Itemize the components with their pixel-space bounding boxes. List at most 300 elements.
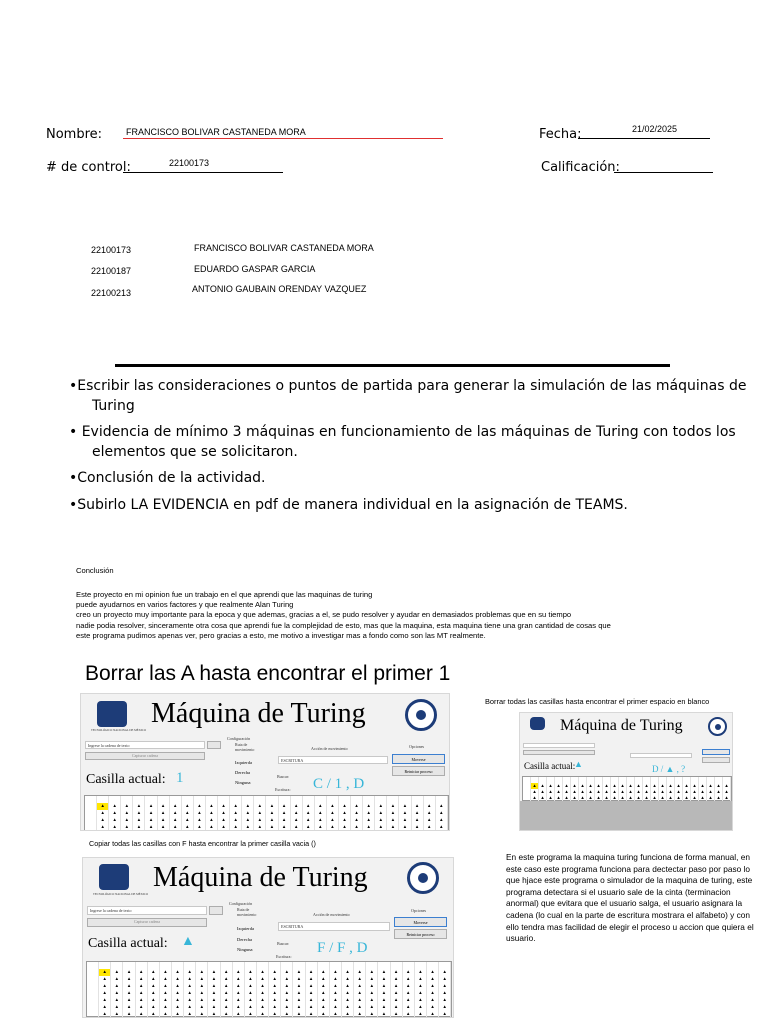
tape-cell [378,962,390,969]
member-id: 22100187 [91,266,132,276]
tape-cell: ▲ [363,817,375,824]
tape-cell: ▲ [184,990,196,997]
tape-cell: ▲ [707,789,715,795]
tape-cell: ▲ [563,795,571,801]
tape-cell: ▲ [269,997,281,1004]
tape-cell: ▲ [245,990,257,997]
tape-cell: ▲ [160,1004,172,1011]
radio-left[interactable]: Izquierda [235,760,252,765]
tape-cell: ▲ [412,803,424,810]
tape-cell: ▲ [99,983,111,990]
tape-cell: ▲ [218,803,230,810]
tape-cell: ▲ [403,997,415,1004]
tape-cell: ▲ [667,789,675,795]
buscar-label: Buscar: [277,774,290,779]
tape-cell: ▲ [339,810,351,817]
tape-cell: ▲ [327,810,339,817]
tape-cell: ▲ [206,824,218,831]
tape-cell: ▲ [109,810,121,817]
bullet-item: •Subirlo LA EVIDENCIA en pdf de manera individual en la asignación de TEAMS. [69,497,628,513]
tape-cell: ▲ [170,810,182,817]
tape-cell: ▲ [683,783,691,789]
tape-cell: ▲ [99,1011,111,1018]
tape-cell [221,962,233,969]
casilla-label: Casilla actual: [524,761,576,771]
tape-cell [293,962,305,969]
tape-cell: ▲ [111,976,123,983]
tecnm-logo [97,701,127,727]
tape-cell: ▲ [221,1011,233,1018]
tape-cell: ▲ [707,783,715,789]
tape-cell: ▲ [291,803,303,810]
tape-cell: ▲ [148,997,160,1004]
radio-right[interactable]: Derecha [235,770,250,775]
tape-cell: ▲ [399,803,411,810]
tape-cell: ▲ [221,983,233,990]
tape-cell: ▲ [303,817,315,824]
radio-left[interactable]: Izquierda [237,926,254,931]
tape-cell: ▲ [415,976,427,983]
tape-cell: ▲ [196,1011,208,1018]
tape-cell: ▲ [136,990,148,997]
tape-cell: ▲ [254,824,266,831]
tape-cell [266,796,278,803]
tape-cell: ▲ [121,817,133,824]
tape-cell: ▲ [342,1004,354,1011]
reset-button[interactable]: Reiniciar proceso [392,766,445,776]
tape-cell: ▲ [555,783,563,789]
tape-cell: ▲ [160,983,172,990]
tape-cell: ▲ [221,997,233,1004]
submit-button[interactable] [207,741,221,749]
tape-cell: ▲ [723,783,731,789]
action-select[interactable]: ESCRITURA [278,756,388,764]
capture-button[interactable] [523,750,595,755]
tape-cell [109,796,121,803]
tape-cell: ▲ [391,969,403,976]
tape-cell: ▲ [245,1004,257,1011]
tape-cell: ▲ [619,783,627,789]
tape-cell: ▲ [158,824,170,831]
tape-cell: ▲ [579,795,587,801]
tape-cell: ▲ [123,1011,135,1018]
tape-cell [170,796,182,803]
input-field[interactable]: Ingrese la cadena de texto [85,741,205,749]
action-label: Acción de movimiento [313,912,350,917]
tape-cell: ▲ [412,810,424,817]
options-label: Opciones [409,744,425,749]
radio-none[interactable]: Ninguna [237,947,253,952]
tape-cell: ▲ [571,789,579,795]
tape-cell: ▲ [327,824,339,831]
tape-cell: ▲ [715,789,723,795]
tape-cell: ▲ [109,817,121,824]
tape-cell: ▲ [218,824,230,831]
tape-cell: ▲ [145,803,157,810]
tape-cell: ▲ [266,810,278,817]
tape-cell: ▲ [218,810,230,817]
tape-cell: ▲ [182,817,194,824]
tape-cell: ▲ [245,983,257,990]
tape-cell [245,962,257,969]
tape-cell: ▲ [619,795,627,801]
tape-cell [133,796,145,803]
tape-cell: ▲ [363,824,375,831]
tape-cell: ▲ [221,990,233,997]
tape-cell [97,796,109,803]
tape-cell: ▲ [399,817,411,824]
tape-cell: ▲ [257,997,269,1004]
move-display: D / ▲ , ? [652,764,686,774]
tecnm-logo [99,864,129,890]
tape-cell: ▲ [424,817,436,824]
move-button[interactable]: Moverse [394,917,447,927]
tape-cell: ▲ [136,997,148,1004]
tape-cell: ▲ [291,824,303,831]
tape-cell: ▲ [196,976,208,983]
reset-button[interactable]: Reiniciar proceso [394,929,447,939]
tape-cell: ▲ [603,795,611,801]
tape-cell: ▲ [97,824,109,831]
tape-cell: ▲ [184,976,196,983]
tape-cell: ▲ [339,803,351,810]
description-text: En este programa la maquina turing funciona de forma manual, en este caso este programa funciona para dectectar paso por paso lo que hjace este programa o simulador de la maquina de turing, este programa detectara si el usuario sale de la cinta (terminacion anormal) que evitara que el usuario salga, el usuario asignara la cadena (lo cual en la parte de escritura mostrara el alfabeto) y con ello tendra mas facilidad de elegir el proceso u accion que quiera el usuario. [506,852,754,944]
tape-cell: ▲ [279,824,291,831]
tape-cell: ▲ [436,810,448,817]
tape-cell: ▲ [439,976,451,983]
tape-cell: ▲ [281,1011,293,1018]
tape-cell: ▲ [715,795,723,801]
casilla-value: 1 [176,770,184,786]
tape-cell: ▲ [403,983,415,990]
tape-cell: ▲ [315,803,327,810]
tape-cell: ▲ [257,1011,269,1018]
tape-cell: ▲ [293,976,305,983]
casilla-value: ▲ [181,934,195,949]
tape-cell: ▲ [133,803,145,810]
tape-cell: ▲ [378,997,390,1004]
tape-cell: ▲ [587,789,595,795]
tape-cell: ▲ [121,824,133,831]
tape-cell: ▲ [675,795,683,801]
tape-row [87,969,451,976]
tape-cell: ▲ [233,1004,245,1011]
action-select[interactable] [630,753,692,758]
tape-cell: ▲ [303,810,315,817]
tape-cell: ▲ [208,997,220,1004]
tape-cell: ▲ [136,983,148,990]
tape-cell: ▲ [366,983,378,990]
tape-cell: ▲ [391,983,403,990]
radio-none[interactable]: Ninguna [235,780,251,785]
machine-1-title: Borrar las A hasta encontrar el primer 1 [85,662,451,685]
tape-cell: ▲ [99,997,111,1004]
tape-cell: ▲ [327,803,339,810]
tape-cell: ▲ [269,976,281,983]
tape-cell: ▲ [182,810,194,817]
tape-row [85,810,448,817]
tape-cell: ▲ [208,976,220,983]
tape-cell: ▲ [531,795,539,801]
tape-cell: ▲ [194,803,206,810]
tape-cell: ▲ [587,783,595,789]
tape-cell: ▲ [230,824,242,831]
move-display: C / 1 , D [313,776,365,792]
tape-cell: ▲ [170,803,182,810]
tecnm-logo [530,717,545,730]
tape-cell: ▲ [269,1004,281,1011]
tape-cell: ▲ [342,969,354,976]
tape-cell: ▲ [172,1004,184,1011]
tape-cell: ▲ [218,817,230,824]
tape-cell: ▲ [723,789,731,795]
reset-button[interactable] [702,757,730,763]
tape-cell: ▲ [643,783,651,789]
tape-cell: ▲ [133,824,145,831]
tape-cell: ▲ [245,1011,257,1018]
tape-cell: ▲ [242,810,254,817]
tape-cell: ▲ [196,990,208,997]
tape-cell [111,962,123,969]
tape-cell: ▲ [233,969,245,976]
control-value: 22100173 [169,158,210,168]
escritura-label: Escritura: [275,787,291,792]
tape-cell: ▲ [342,997,354,1004]
move-display: F / F , D [317,940,368,956]
tape-cell: ▲ [363,803,375,810]
tape-cell: ▲ [145,817,157,824]
tape-cell: ▲ [111,1004,123,1011]
tape-cell [208,962,220,969]
tape-cell: ▲ [281,976,293,983]
tape-cell: ▲ [148,969,160,976]
tape-cell: ▲ [245,969,257,976]
tape-cell: ▲ [723,795,731,801]
tape-cell: ▲ [254,810,266,817]
tape-cell: ▲ [683,789,691,795]
tape-cell: ▲ [403,969,415,976]
tape-cell: ▲ [315,817,327,824]
tape-cell: ▲ [571,783,579,789]
action-label: Acción de movimiento [311,746,348,751]
tape-cell: ▲ [563,783,571,789]
tape-cell: ▲ [269,983,281,990]
tape-cell: ▲ [330,969,342,976]
tape-cell: ▲ [699,789,707,795]
config-label: Configuración [229,901,253,906]
tape-cell: ▲ [354,990,366,997]
tape-cell [342,962,354,969]
tape-cell: ▲ [635,789,643,795]
tape-cell [85,796,97,803]
tape-cell: ▲ [436,817,448,824]
direction-label: Ruta de movimiento [237,907,257,917]
tape-cell: ▲ [123,983,135,990]
tape-cell: ▲ [172,969,184,976]
tape-cell [254,796,266,803]
tape-cell: ▲ [318,1011,330,1018]
tape-cell: ▲ [148,1011,160,1018]
tape-cell: ▲ [293,983,305,990]
tape-cell [399,796,411,803]
tape-cell: ▲ [170,817,182,824]
buscar-label: Buscar: [277,941,290,946]
tape-cell: ▲ [439,990,451,997]
tape-cell: ▲ [387,817,399,824]
tape-cell [85,817,97,824]
machine-2-caption: Borrar todas las casillas hasta encontrar el primer espacio en blanco [485,697,710,706]
tape-cell: ▲ [366,997,378,1004]
tape-cell: ▲ [635,783,643,789]
tape-cell: ▲ [436,803,448,810]
gear-logo-icon [708,717,727,736]
tape-cell: ▲ [182,824,194,831]
tape-cell: ▲ [160,976,172,983]
tape-cell: ▲ [412,817,424,824]
tape-cell: ▲ [281,990,293,997]
tape-cell: ▲ [99,976,111,983]
tape-cell [158,796,170,803]
capture-button[interactable]: Capturar cadena [85,752,205,760]
tape-cell: ▲ [306,1004,318,1011]
tape-cell: ▲ [97,803,109,810]
tape-cell [87,1011,99,1018]
tape-cell: ▲ [306,969,318,976]
tape-cell: ▲ [136,1004,148,1011]
tape-cell: ▲ [318,990,330,997]
tape-cell: ▲ [172,990,184,997]
tape-cell: ▲ [160,1011,172,1018]
tape-cell: ▲ [403,990,415,997]
tape-row [87,990,451,997]
casilla-label: Casilla actual: [88,936,168,951]
tape-cell: ▲ [659,783,667,789]
tape-row [87,983,451,990]
tape-cell: ▲ [339,817,351,824]
tape-cell: ▲ [242,803,254,810]
tape-cell [121,796,133,803]
tape-cell: ▲ [391,997,403,1004]
tape-cell: ▲ [351,810,363,817]
tape-cell: ▲ [257,969,269,976]
tape-cell: ▲ [221,1004,233,1011]
tape-cell [339,796,351,803]
tape-cell: ▲ [363,810,375,817]
tape-cell: ▲ [439,983,451,990]
tape-cell: ▲ [651,783,659,789]
tape-cell: ▲ [99,969,111,976]
tape-cell [99,962,111,969]
tape-cell [403,962,415,969]
tape-cell: ▲ [315,810,327,817]
tape-cell: ▲ [354,997,366,1004]
input-field[interactable]: Ingrese la cadena de texto [87,906,207,915]
tape-cell: ▲ [99,990,111,997]
tape-cell: ▲ [354,1004,366,1011]
tape-cell: ▲ [196,969,208,976]
tape-cell: ▲ [595,783,603,789]
tape-row [85,824,448,831]
tape-cell: ▲ [675,783,683,789]
tape-cell: ▲ [675,789,683,795]
tape-cell [436,796,448,803]
capture-button[interactable]: Capturar cadena [87,918,207,927]
tape-cell: ▲ [699,783,707,789]
tape-cell: ▲ [715,783,723,789]
tape-cell: ▲ [160,969,172,976]
move-button[interactable]: Moverse [392,754,445,764]
tape-cell [172,962,184,969]
tape-cell: ▲ [342,1011,354,1018]
tape-cell: ▲ [603,789,611,795]
tape-cell: ▲ [375,810,387,817]
tape-cell: ▲ [306,1011,318,1018]
tape-cell: ▲ [424,824,436,831]
input-field[interactable] [523,743,595,748]
tape-cell: ▲ [603,783,611,789]
tape-cell: ▲ [436,824,448,831]
tape-cell: ▲ [279,810,291,817]
tape-cell: ▲ [342,983,354,990]
tape-cell: ▲ [555,789,563,795]
tape-cell: ▲ [378,1011,390,1018]
tape-cell: ▲ [354,976,366,983]
tape-cell: ▲ [403,1011,415,1018]
tape-cell: ▲ [145,810,157,817]
tape-cell: ▲ [439,997,451,1004]
tape-cell: ▲ [306,997,318,1004]
tape-cell: ▲ [707,795,715,801]
tape-cell: ▲ [266,817,278,824]
tape-cell: ▲ [111,990,123,997]
tape-cell: ▲ [133,810,145,817]
tape-cell: ▲ [158,810,170,817]
bullet-item: •Escribir las consideraciones o puntos de partida para generar la simulación de las máquinas de Turing [69,378,747,414]
tape-cell: ▲ [121,810,133,817]
tape-cell [257,962,269,969]
tape-cell: ▲ [136,976,148,983]
tape-cell: ▲ [158,803,170,810]
tape-cell [424,796,436,803]
tape-cell [427,962,439,969]
tape-cell: ▲ [415,997,427,1004]
tape-cell: ▲ [254,817,266,824]
tape-cell: ▲ [531,789,539,795]
tape-cell [218,796,230,803]
move-button[interactable] [702,749,730,755]
tape-cell: ▲ [351,824,363,831]
bullet-item: • Evidencia de mínimo 3 máquinas en funcionamiento de las máquinas de Turing con todos los elementos que se solicitaron. [69,424,736,460]
tape-cell: ▲ [257,983,269,990]
tape-cell: ▲ [109,824,121,831]
tape-cell: ▲ [547,789,555,795]
config-label: Configuración [227,736,251,741]
tape-cell: ▲ [123,990,135,997]
tape-cell: ▲ [306,976,318,983]
tape-cell: ▲ [354,969,366,976]
tape-cell: ▲ [391,976,403,983]
app-title: Máquina de Turing [560,717,683,734]
tape-cell: ▲ [667,783,675,789]
submit-button[interactable] [209,906,223,915]
radio-right[interactable]: Derecha [237,937,252,942]
tape-cell [375,796,387,803]
tape-cell [281,962,293,969]
tape-cell: ▲ [306,990,318,997]
tape-cell: ▲ [245,976,257,983]
tape-cell: ▲ [387,824,399,831]
action-select[interactable]: ESCRITURA [278,922,390,931]
